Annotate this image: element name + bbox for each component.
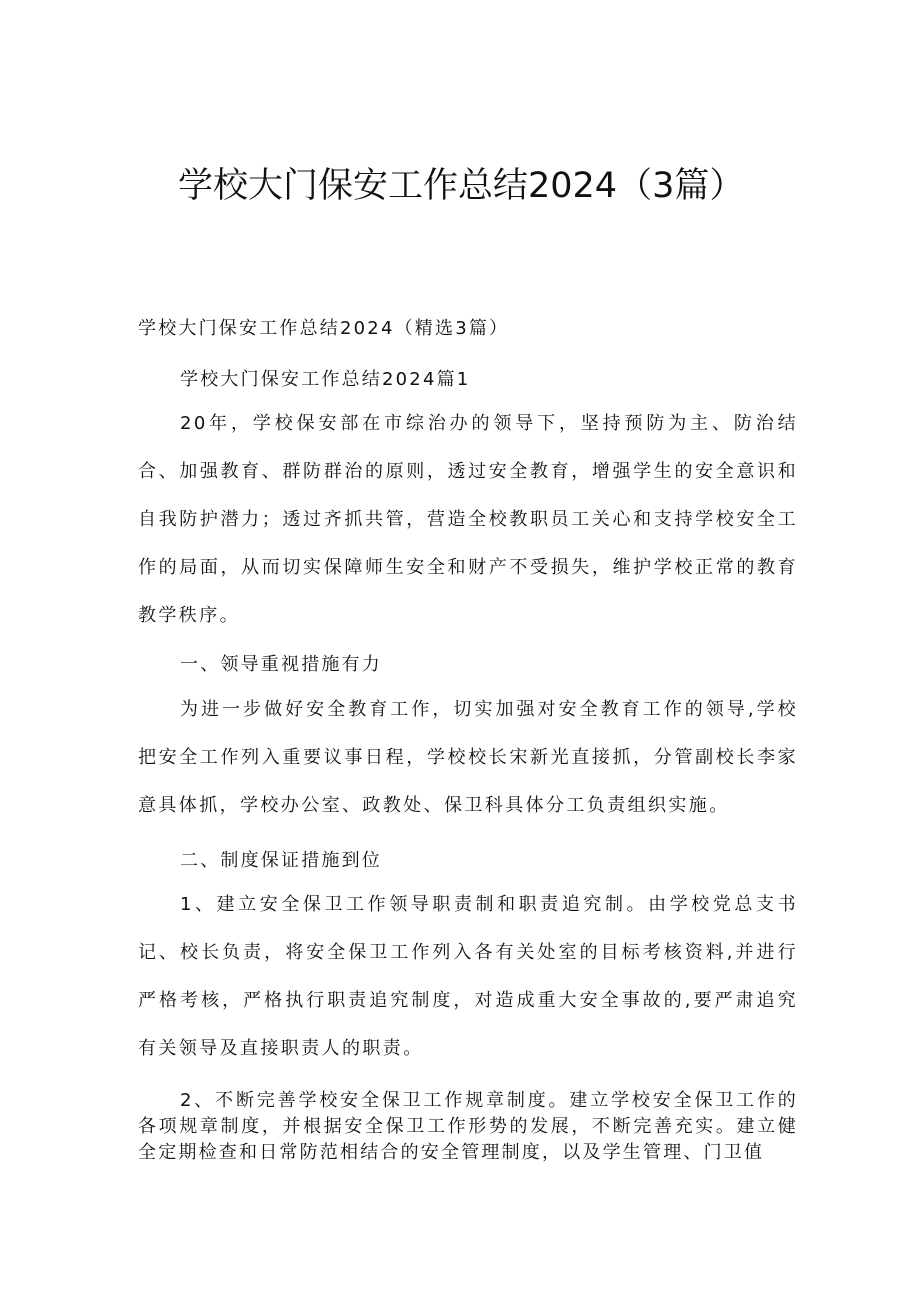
paragraph-intro: 20年，学校保安部在市综治办的领导下，坚持预防为主、防治结合、加强教育、群防群治的原则，透过安全教育，增强学生的安全意识和自我防护潜力；透过齐抓共管，营造全校教职员工关心和支持学校安全工作的局面，从而切实保障师生安全和财产不受损失，维护学校正常的教育教学秩序。 bbox=[138, 413, 798, 626]
paragraph-rules-improvement: 2、不断完善学校安全保卫工作规章制度。建立学校安全保卫工作的各项规章制度，并根据安全保卫工作形势的发展，不断完善充实。建立健全定期检查和日常防范相结合的安全管理制度，以及学生管理、门卫值 bbox=[138, 1090, 798, 1163]
paragraph-responsibility-system: 1、建立安全保卫工作领导职责制和职责追究制。由学校党总支书记、校长负责，将安全保卫工作列入各有关处室的目标考核资料,并进行严格考核，严格执行职责追究制度，对造成重大安全事故的,要严肃追究有关领导及直接职责人的职责。 bbox=[138, 894, 798, 1059]
article-heading: 学校大门保安工作总结2024篇1 bbox=[180, 369, 471, 390]
section-heading-system: 二、制度保证措施到位 bbox=[180, 850, 382, 871]
document-subtitle: 学校大门保安工作总结2024（精选3篇） bbox=[138, 318, 510, 339]
section-heading-leadership: 一、领导重视措施有力 bbox=[180, 654, 382, 675]
paragraph-leadership: 为进一步做好安全教育工作，切实加强对安全教育工作的领导,学校把安全工作列入重要议事日程，学校校长宋新光直接抓，分管副校长李家意具体抓，学校办公室、政教处、保卫科具体分工负责组织实施。 bbox=[138, 699, 798, 816]
document-title: 学校大门保安工作总结2024（3篇） bbox=[178, 166, 745, 206]
